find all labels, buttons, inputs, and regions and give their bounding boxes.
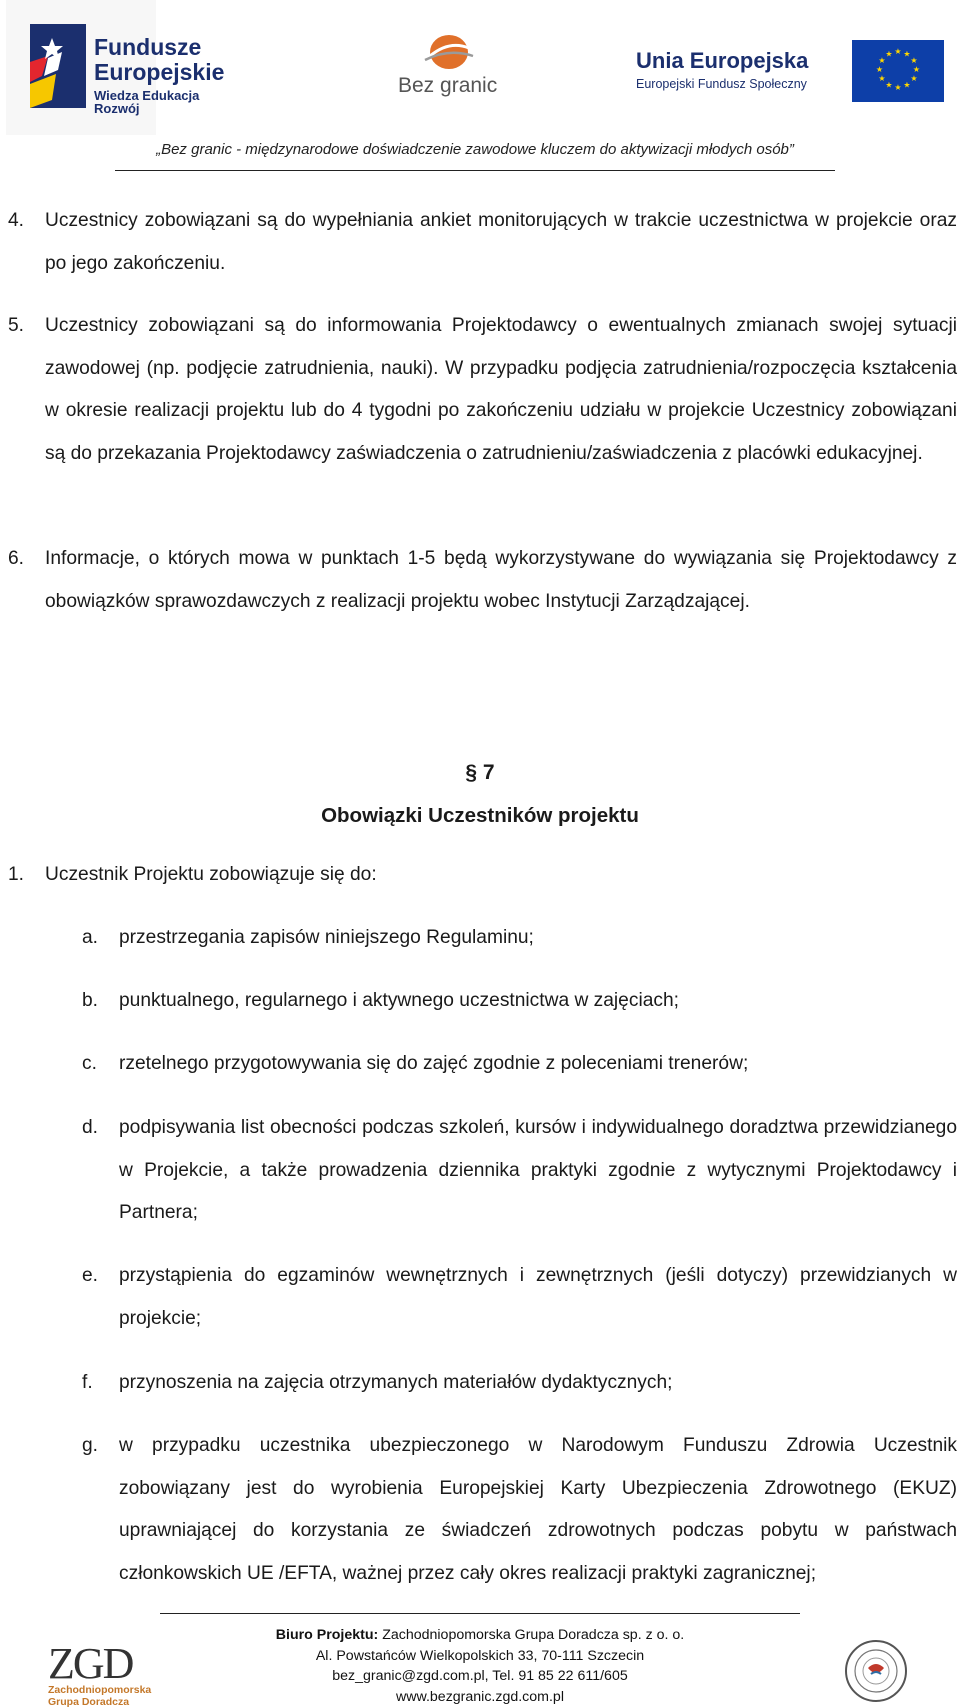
list-item-text: przynoszenia na zajęcia otrzymanych materiałów dydaktycznych; bbox=[119, 1372, 673, 1393]
footer-contact bbox=[200, 1625, 760, 1707]
point-text: Uczestnicy zobowiązani są do wypełniania ankiet monitorujących w trakcie uczestnictwa w projekcie oraz po jego zakończeniu. bbox=[45, 210, 957, 274]
list-item-letter: g. bbox=[82, 1435, 99, 1456]
footer-website: www.bezgranic.zgd.com.pl bbox=[396, 1688, 564, 1705]
footer-office-name: Zachodniopomorska Grupa Doradcza sp. z o. o. bbox=[382, 1627, 685, 1643]
svg-text:★: ★ bbox=[875, 65, 884, 74]
point-number: 1. bbox=[8, 864, 25, 885]
fe-logo-line1: Fundusze bbox=[94, 34, 202, 60]
section-intro-text: Uczestnik Projektu zobowiązuje się do: bbox=[45, 864, 377, 885]
svg-text:★: ★ bbox=[878, 74, 886, 83]
footer-divider bbox=[160, 1613, 800, 1614]
svg-text:★: ★ bbox=[910, 74, 918, 83]
list-item-letter: c. bbox=[82, 1053, 97, 1074]
zgd-logo-letters: ZGD bbox=[48, 1639, 133, 1688]
footer-office-label: Biuro Projektu: bbox=[275, 1627, 379, 1643]
point-number: 4. bbox=[8, 210, 25, 231]
list-item-letter: d. bbox=[82, 1117, 99, 1138]
footer-email-phone: bez_granic@zgd.com.pl, Tel. 91 85 22 611/605 bbox=[332, 1668, 628, 1684]
integration-centre-stamp-icon bbox=[838, 1638, 914, 1704]
bez-granic-logo-text: Bez granic bbox=[398, 74, 498, 97]
svg-text:★: ★ bbox=[885, 49, 893, 59]
section-sign: § 7 bbox=[465, 761, 495, 784]
zgd-logo bbox=[40, 1638, 152, 1708]
ue-logo-line2: Europejski Fundusz Społeczny bbox=[636, 77, 807, 91]
fundusze-europejskie-logo bbox=[6, 0, 225, 135]
list-item-letter: a. bbox=[82, 927, 99, 948]
header-logos bbox=[0, 0, 960, 135]
list-item-letter: f. bbox=[82, 1372, 93, 1393]
section-title: Obowiązki Uczestników projektu bbox=[321, 804, 639, 827]
eu-flag-icon bbox=[852, 40, 944, 102]
svg-text:★: ★ bbox=[894, 47, 902, 56]
list-item-text: przystąpienia do egzaminów wewnętrznych i zewnętrznych (jeśli dotyczy) przewidzianych w projekcie; bbox=[119, 1265, 957, 1329]
svg-text:★: ★ bbox=[878, 56, 886, 65]
footer-office-line bbox=[200, 1625, 760, 1646]
list-item-text: punktualnego, regularnego i aktywnego uczestnictwa w zajęciach; bbox=[119, 990, 679, 1011]
svg-text:★: ★ bbox=[894, 83, 902, 92]
svg-text:★: ★ bbox=[903, 49, 911, 59]
unia-europejska-logo-text bbox=[636, 48, 808, 91]
list-item-text: podpisywania list obecności podczas szkoleń, kursów i indywidualnego doradztwa przewidzianego w Projekcie, a także prowadzenia dziennika praktyki zgodnie z wytycznymi Projektodawcy i Partnera; bbox=[119, 1117, 957, 1223]
point-text: Informacje, o których mowa w punktach 1-5 będą wykorzystywane do wywiązania się Projektodawcy z obowiązków sprawozdawczych z realizacji projektu wobec Instytucji Zarządzającej. bbox=[45, 548, 957, 612]
list-item-text: w przypadku uczestnika ubezpieczonego w Narodowym Funduszu Zdrowia Uczestnik zobowiązany jest do wyrobienia Europejskiej Karty Ubezpieczenia Zdrowotnego (EKUZ) uprawniającej do korzystania ze świadczeń zdrowotnych podczas pobytu w państwach członkowskich UE /EFTA, ważnej przez cały okres realizacji praktyki zagranicznej; bbox=[119, 1435, 957, 1584]
fe-logo-line2: Europejskie bbox=[94, 59, 225, 85]
svg-text:★: ★ bbox=[885, 80, 893, 90]
fe-logo-line3: Wiedza Edukacja Rozwój bbox=[94, 88, 200, 116]
footer-address: Al. Powstańców Wielkopolskich 33, 70-111 Szczecin bbox=[315, 1647, 645, 1664]
list-item-letter: e. bbox=[82, 1265, 99, 1286]
list-item-letter: b. bbox=[82, 990, 99, 1011]
header-divider bbox=[115, 170, 835, 171]
ue-logo-line1: Unia Europejska bbox=[636, 48, 809, 73]
svg-text:★: ★ bbox=[912, 65, 921, 74]
svg-text:★: ★ bbox=[903, 80, 911, 90]
project-tagline: „Bez granic - międzynarodowe doświadczenie zawodowe kluczem do aktywizacji młodych osób” bbox=[156, 141, 794, 158]
point-text: Uczestnicy zobowiązani są do informowania Projektodawcy o ewentualnych zmianach swojej sytuacji zawodowej (np. podjęcie zatrudnienia, nauki). W przypadku podjęcia zatrudnienia/rozpoczęcia kształcenia w okresie realizacji projektu lub do 4 tygodni po zakończeniu udziału w projekcie Uczestnicy zobowiązani są do przekazania Projektodawcy zaświadczenia o zatrudnieniu/zaświadczenia z placówki edukacyjnej. bbox=[45, 315, 957, 464]
bez-granic-globe-icon bbox=[423, 34, 475, 74]
zgd-logo-name-line2: Grupa Doradcza bbox=[48, 1696, 130, 1708]
svg-text:★: ★ bbox=[910, 56, 918, 65]
bez-granic-logo bbox=[395, 34, 505, 104]
zgd-logo-name-line1: Zachodniopomorska bbox=[48, 1684, 152, 1696]
point-number: 5. bbox=[8, 315, 25, 336]
list-item-text: przestrzegania zapisów niniejszego Regulaminu; bbox=[119, 927, 534, 948]
list-item-text: rzetelnego przygotowywania się do zajęć zgodnie z poleceniami trenerów; bbox=[119, 1053, 749, 1074]
fundusze-europejskie-flag-icon bbox=[26, 22, 88, 110]
point-number: 6. bbox=[8, 548, 25, 569]
